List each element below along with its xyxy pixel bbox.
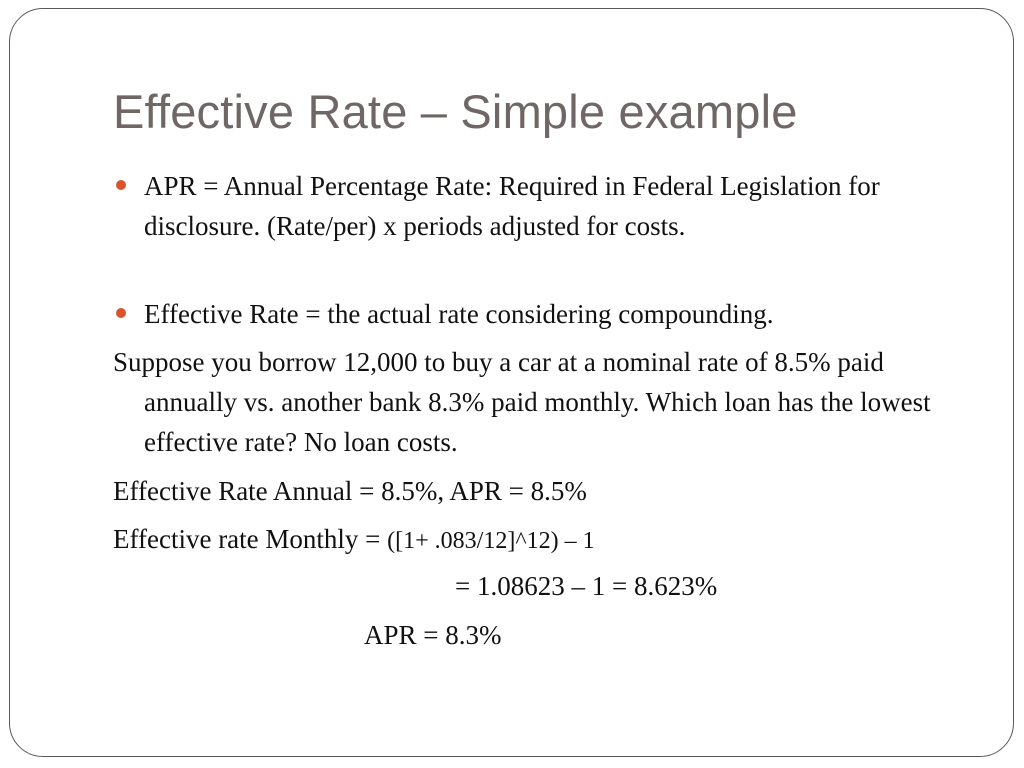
bullet-dot-icon [116,180,126,190]
monthly-rate-label: Effective rate Monthly = [113,524,388,554]
annual-rate-line: Effective Rate Annual = 8.5%, APR = 8.5% [113,476,587,506]
bullet-dot-icon [116,308,126,318]
bullet-item-apr [144,166,964,246]
bullet-text-effective-rate: Effective Rate = the actual rate considering compounding. [144,299,774,329]
bullet-item-effective-rate [144,294,964,334]
monthly-rate-line [113,519,595,561]
bullet-text-apr: APR = Annual Percentage Rate: Required in Federal Legislation for disclosure. (Rate/per) x periods adjusted for costs. [144,171,880,241]
monthly-apr-line: APR = 8.3% [364,620,502,650]
slide-title: Effective Rate – Simple example [113,85,798,138]
problem-statement: Suppose you borrow 12,000 to buy a car at a nominal rate of 8.5% paid annually vs. another bank 8.3% paid monthly. Which loan has the lowest effective rate? No loan costs. [113,347,931,457]
monthly-rate-result: = 1.08623 – 1 = 8.623% [455,571,718,601]
monthly-rate-formula: ([1+ .083/12]^12) – 1 [387,528,595,554]
